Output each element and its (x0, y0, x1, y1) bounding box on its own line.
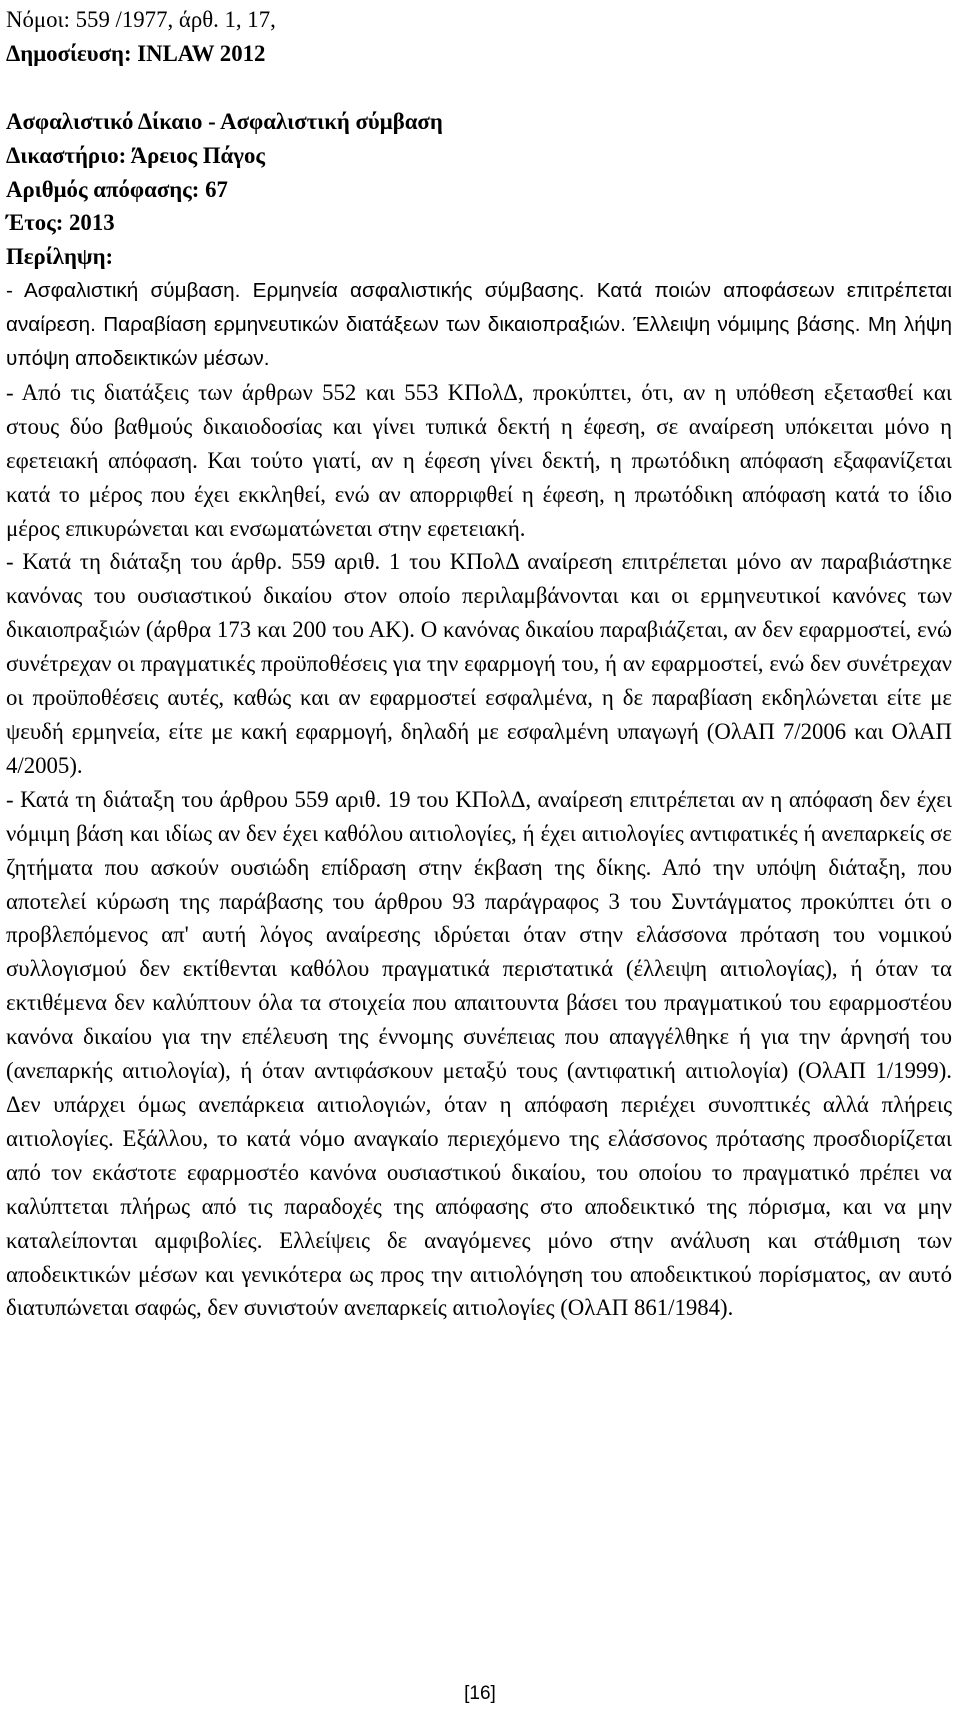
summary-label: Περίληψη: (6, 244, 114, 270)
document-page (6, 0, 952, 1325)
body-paragraph-2: - Κατά τη διάταξη του άρθρ. 559 αριθ. 1 του ΚΠολΔ αναίρεση επιτρέπεται μόνο αν παραβιάστηκε κανόνας του ουσιαστικού δικαίου στον οποίο περιλαμβάνονται και οι ερμηνευτικοί κανόνες των δικαιοπραξιών (άρθρα 173 και 200 του ΑΚ). Ο κανόνας δικαίου παραβιάζεται, αν δεν εφαρμοστεί, ενώ συνέτρεχαν οι πραγματικές προϋποθέσεις για την εφαρμογή του, ή αν εφαρμοστεί, ενώ δεν συνέτρεχαν οι προϋποθέσεις αυτές, καθώς και αν εφαρμοστεί εσφαλμένα, η δε παραβίαση εκδηλώνεται είτε με ψευδή ερμηνεία, είτε με κακή εφαρμογή, δηλαδή με εσφαλμένη υπαγωγή (ΟλΑΠ 7/2006 και ΟλΑΠ 4/2005). (6, 549, 952, 778)
publication-info: Δημοσίευση: INLAW 2012 (6, 40, 266, 66)
spacer (6, 71, 952, 105)
court-name: Δικαστήριο: Άρειος Πάγος (6, 142, 265, 168)
body-paragraph-1: - Από τις διατάξεις των άρθρων 552 και 553 ΚΠολΔ, προκύπτει, ότι, αν η υπόθεση εξετασθεί και στους δύο βαθμούς δικαιοδοσίας και γίνει τυπικά δεκτή η έφεση, σε αναίρεση υπόκειται μόνο η εφετειακή απόφαση. Και τούτο γιατί, αν η έφεση γίνει δεκτή, η πρωτόδικη απόφαση εξαφανίζεται κατά το μέρος που έχει εκκληθεί, ενώ αν απορριφθεί η έφεση, η πρωτόδικη απόφαση κατά το ίδιο μέρος επικυρώνεται και ενσωματώνεται στην εφετειακή. (6, 379, 952, 541)
legal-category: Ασφαλιστικό Δίκαιο - Ασφαλιστική σύμβαση (6, 108, 443, 134)
law-reference: Νόμοι: 559 /1977, άρθ. 1, 17, (6, 7, 276, 32)
body-paragraph-3: - Κατά τη διάταξη του άρθρου 559 αριθ. 19 του ΚΠολΔ, αναίρεση επιτρέπεται αν η απόφαση δεν έχει νόμιμη βάση και ιδίως αν δεν έχει καθόλου αιτιολογίες, ή έχει αιτιολογίες αντιφατικές ή ανεπαρκείς σε ζητήματα που ασκούν ουσιώδη επίδραση στην έκβαση της δίκης. Από την υπόψη διάταξη, που αποτελεί κύρωση της παράβασης του άρθρου 93 παράγραφος 3 του Συντάγματος προκύπτει ότι ο προβλεπόμενος απ' αυτή λόγος αναίρεσης ιδρύεται όταν στην ελάσσονα πρόταση του νομικού συλλογισμού δεν εκτίθενται καθόλου πραγματικά περιστατικά (έλλειψη αιτιολογίας), ή όταν τα εκτιθέμενα δεν καλύπτουν όλα τα στοιχεία που απαιτουντα βάσει του πραγματικού του εφαρμοστέου κανόνα δικαίου για την επέλευση της έννομης συνέπειας που απαγγέλθηκε ή για την άρνησή του (ανεπαρκής αιτιολογία), ή όταν αντιφάσκουν μεταξύ τους (αντιφατική αιτιολογία) (ΟλΑΠ 1/1999). Δεν υπάρχει όμως ανεπάρκεια αιτιολογιών, όταν η απόφαση περιέχει συνοπτικές αλλά πλήρεις αιτιολογίες. Εξάλλου, το κατά νόμο αναγκαίο περιεχόμενο της ελάσσονος πρότασης προσδιορίζεται από τον εκάστοτε εφαρμοστέο κανόνα ουσιαστικού δικαίου, του οποίου το πραγματικό πρέπει να καλύπτεται πλήρως από τις παραδοχές της απόφασης στο αποδεικτικό της πόρισμα, και να μην καταλείπονται αμφιβολίες. Ελλείψεις δε αναγόμενες μόνο στην ανάλυση και στάθμιση των αποδεικτικών μέσων και γενικότερα ως προς την αιτιολόγηση του αποδεικτικού πορίσματος, αν αυτό διατυπώνεται σαφώς, δεν συνιστούν ανεπαρκείς αιτιολογίες (ΟλΑΠ 861/1984). (6, 786, 952, 1321)
decision-year: Έτος: 2013 (6, 210, 115, 236)
page-number: [16] (464, 1683, 496, 1704)
decision-number: Αριθμός απόφασης: 67 (6, 176, 228, 202)
summary-paragraph: - Ασφαλιστική σύμβαση. Ερμηνεία ασφαλιστικής σύμβασης. Κατά ποιών αποφάσεων επιτρέπεται αναίρεση. Παραβίαση ερμηνευτικών διατάξεων των δικαιοπραξιών. Έλλειψη νόμιμης βάσης. Μη λήψη υπόψη αποδεικτικών μέσων. (6, 279, 952, 371)
